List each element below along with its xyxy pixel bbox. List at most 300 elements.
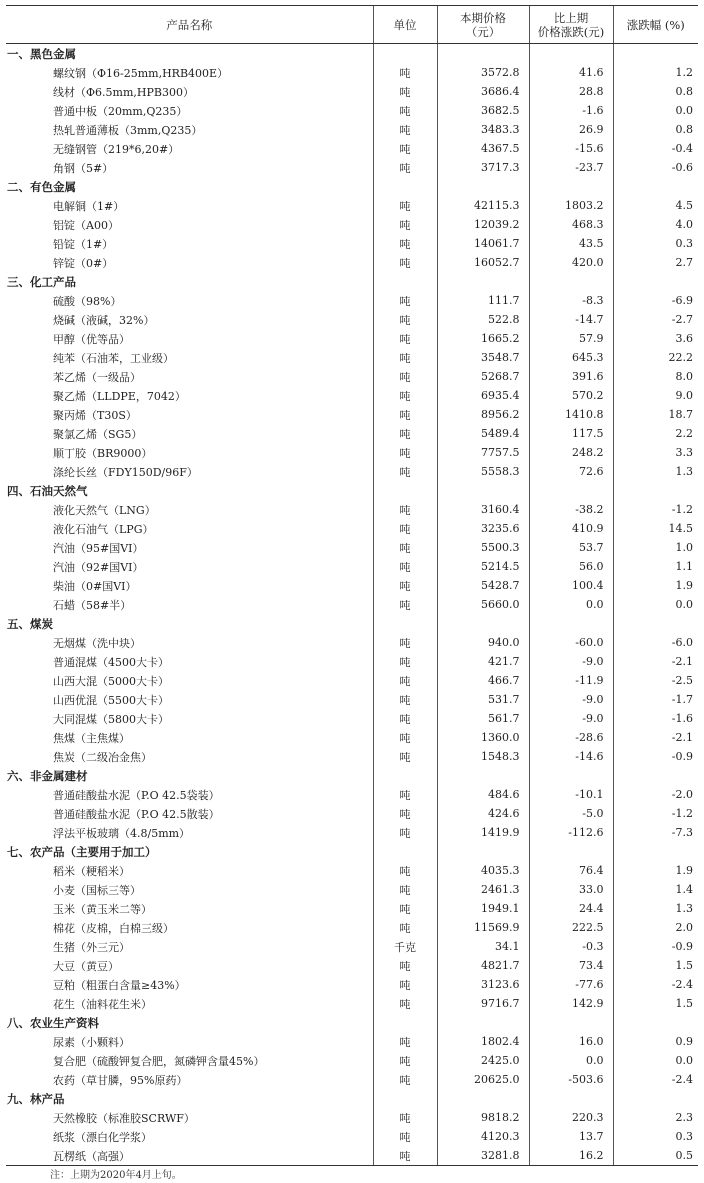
percent-change: 2.3: [613, 1108, 698, 1127]
table-row: [6, 462, 698, 481]
product-name: 小麦（国标三等）: [53, 883, 141, 897]
unit-cell: 吨: [373, 367, 437, 386]
empty-cell: [529, 1089, 613, 1108]
current-price: 20625.0: [437, 1070, 529, 1089]
price-change: 117.5: [529, 424, 613, 443]
current-price: 4821.7: [437, 956, 529, 975]
empty-cell: [613, 177, 698, 196]
current-price: 3281.8: [437, 1146, 529, 1166]
unit-cell: 吨: [373, 576, 437, 595]
table-header: [6, 6, 698, 44]
table-row: [6, 1146, 698, 1166]
table-row: [6, 443, 698, 462]
current-price: 14061.7: [437, 234, 529, 253]
price-change: 56.0: [529, 557, 613, 576]
empty-cell: [613, 481, 698, 500]
current-price: 11569.9: [437, 918, 529, 937]
table-row: [6, 747, 698, 766]
table-row: [6, 994, 698, 1013]
table-row: [6, 937, 698, 956]
percent-change: 1.5: [613, 994, 698, 1013]
product-name: 大同混煤（5800大卡）: [53, 712, 169, 726]
empty-cell: [529, 766, 613, 785]
percent-change: 1.9: [613, 861, 698, 880]
unit-cell: 吨: [373, 1108, 437, 1127]
current-price: 6935.4: [437, 386, 529, 405]
category-title: 八、农业生产资料: [7, 1015, 99, 1030]
percent-change: 0.9: [613, 1032, 698, 1051]
table-row: [6, 348, 698, 367]
table-row: [6, 595, 698, 614]
current-price: 3682.5: [437, 101, 529, 120]
price-change: 248.2: [529, 443, 613, 462]
empty-cell: [529, 44, 613, 64]
product-name: 涤纶长丝（FDY150D/96F）: [53, 465, 198, 479]
percent-change: 0.0: [613, 101, 698, 120]
table-row: [6, 158, 698, 177]
percent-change: 14.5: [613, 519, 698, 538]
current-price: 1548.3: [437, 747, 529, 766]
price-change: -11.9: [529, 671, 613, 690]
price-change: 220.3: [529, 1108, 613, 1127]
product-name: 顺丁胶（BR9000）: [53, 446, 153, 460]
current-price: 34.1: [437, 937, 529, 956]
category-row: [6, 1013, 698, 1032]
unit-cell: 吨: [373, 633, 437, 652]
empty-cell: [613, 1013, 698, 1032]
percent-change: -2.4: [613, 1070, 698, 1089]
product-name: 生猪（外三元）: [53, 940, 130, 954]
price-change: 57.9: [529, 329, 613, 348]
category-title: 三、化工产品: [7, 274, 76, 289]
price-change: -60.0: [529, 633, 613, 652]
category-title: 四、石油天然气: [7, 483, 88, 498]
category-row: [6, 272, 698, 291]
price-change: -8.3: [529, 291, 613, 310]
empty-cell: [437, 44, 529, 64]
unit-cell: 吨: [373, 728, 437, 747]
unit-cell: 千克: [373, 937, 437, 956]
price-change: -9.0: [529, 709, 613, 728]
current-price: 5558.3: [437, 462, 529, 481]
product-name: 棉花（皮棉，白棉三级）: [53, 921, 174, 935]
empty-cell: [613, 1089, 698, 1108]
table-row: [6, 1032, 698, 1051]
current-price: 7757.5: [437, 443, 529, 462]
table-row: [6, 557, 698, 576]
product-name: 农药（草甘膦，95%原药）: [53, 1073, 188, 1087]
current-price: 3572.8: [437, 63, 529, 82]
empty-cell: [373, 481, 437, 500]
price-change: -0.3: [529, 937, 613, 956]
empty-cell: [373, 44, 437, 64]
current-price: 484.6: [437, 785, 529, 804]
product-name: 柴油（0#国VI）: [53, 579, 137, 593]
table-row: [6, 310, 698, 329]
price-change: 1803.2: [529, 196, 613, 215]
percent-change: -0.9: [613, 747, 698, 766]
percent-change: 0.3: [613, 234, 698, 253]
unit-cell: 吨: [373, 785, 437, 804]
header-price-line2: （元）: [465, 24, 501, 39]
product-name: 普通中板（20mm,Q235）: [53, 104, 188, 118]
price-change: 72.6: [529, 462, 613, 481]
empty-cell: [437, 766, 529, 785]
product-name: 石蜡（58#半）: [53, 598, 132, 612]
unit-cell: 吨: [373, 994, 437, 1013]
current-price: 1419.9: [437, 823, 529, 842]
table-row: [6, 671, 698, 690]
category-row: [6, 842, 698, 861]
current-price: 3235.6: [437, 519, 529, 538]
price-change: 16.0: [529, 1032, 613, 1051]
footnote: 注：上期为2020年4月上旬。: [50, 1170, 182, 1181]
empty-cell: [613, 766, 698, 785]
unit-cell: 吨: [373, 310, 437, 329]
percent-change: 22.2: [613, 348, 698, 367]
price-change: 33.0: [529, 880, 613, 899]
percent-change: 2.2: [613, 424, 698, 443]
percent-change: 0.0: [613, 1051, 698, 1070]
current-price: 531.7: [437, 690, 529, 709]
price-change: 420.0: [529, 253, 613, 272]
price-change: 468.3: [529, 215, 613, 234]
table-row: [6, 880, 698, 899]
table-row: [6, 120, 698, 139]
unit-cell: 吨: [373, 253, 437, 272]
unit-cell: 吨: [373, 424, 437, 443]
percent-change: -1.2: [613, 804, 698, 823]
price-change: 43.5: [529, 234, 613, 253]
table-row: [6, 63, 698, 82]
table-row: [6, 424, 698, 443]
price-table: [6, 5, 698, 1166]
price-change: -28.6: [529, 728, 613, 747]
current-price: 5268.7: [437, 367, 529, 386]
table-row: [6, 538, 698, 557]
percent-change: -0.9: [613, 937, 698, 956]
table-row: [6, 1127, 698, 1146]
unit-cell: 吨: [373, 405, 437, 424]
unit-cell: 吨: [373, 139, 437, 158]
product-name: 纸浆（漂白化学浆）: [53, 1130, 152, 1144]
empty-cell: [437, 177, 529, 196]
percent-change: 1.9: [613, 576, 698, 595]
header-change-line1: 比上期: [553, 10, 589, 25]
percent-change: 1.5: [613, 956, 698, 975]
unit-cell: 吨: [373, 880, 437, 899]
table-row: [6, 196, 698, 215]
current-price: 1802.4: [437, 1032, 529, 1051]
empty-cell: [529, 272, 613, 291]
category-title: 六、非金属建材: [7, 768, 88, 783]
price-change: 391.6: [529, 367, 613, 386]
current-price: 424.6: [437, 804, 529, 823]
current-price: 1949.1: [437, 899, 529, 918]
price-change: 1410.8: [529, 405, 613, 424]
table-row: [6, 709, 698, 728]
unit-cell: 吨: [373, 861, 437, 880]
product-name: 角钢（5#）: [53, 161, 114, 175]
product-name: 汽油（92#国VI）: [53, 560, 144, 574]
percent-change: 4.5: [613, 196, 698, 215]
product-name: 电解铜（1#）: [53, 199, 125, 213]
price-change: 26.9: [529, 120, 613, 139]
price-change: -38.2: [529, 500, 613, 519]
price-change: 410.9: [529, 519, 613, 538]
unit-cell: 吨: [373, 747, 437, 766]
unit-cell: 吨: [373, 690, 437, 709]
header-percent-change: 涨跌幅 (%): [613, 6, 698, 44]
header-product-name: 产品名称: [6, 6, 373, 44]
unit-cell: 吨: [373, 652, 437, 671]
table-row: [6, 386, 698, 405]
product-name: 烧碱（液碱，32%）: [53, 313, 155, 327]
product-name: 山西大混（5000大卡）: [53, 674, 169, 688]
current-price: 421.7: [437, 652, 529, 671]
table-row: [6, 652, 698, 671]
empty-cell: [437, 1013, 529, 1032]
unit-cell: 吨: [373, 975, 437, 994]
table-row: [6, 234, 698, 253]
current-price: 16052.7: [437, 253, 529, 272]
price-change: 76.4: [529, 861, 613, 880]
product-name: 聚氯乙烯（SG5）: [53, 427, 143, 441]
empty-cell: [373, 1013, 437, 1032]
current-price: 4367.5: [437, 139, 529, 158]
current-price: 5428.7: [437, 576, 529, 595]
current-price: 111.7: [437, 291, 529, 310]
unit-cell: 吨: [373, 918, 437, 937]
product-name: 普通硅酸盐水泥（P.O 42.5袋装）: [53, 788, 220, 802]
current-price: 4120.3: [437, 1127, 529, 1146]
product-name: 普通混煤（4500大卡）: [53, 655, 169, 669]
percent-change: 1.1: [613, 557, 698, 576]
percent-change: -1.7: [613, 690, 698, 709]
price-change: 645.3: [529, 348, 613, 367]
table-row: [6, 139, 698, 158]
empty-cell: [613, 44, 698, 64]
table-row: [6, 956, 698, 975]
table-row: [6, 633, 698, 652]
product-name: 天然橡胶（标准胶SCRWF）: [53, 1111, 195, 1125]
percent-change: 1.3: [613, 899, 698, 918]
product-name: 普通硅酸盐水泥（P.O 42.5散装）: [53, 807, 220, 821]
unit-cell: 吨: [373, 215, 437, 234]
current-price: 2425.0: [437, 1051, 529, 1070]
table-row: [6, 1051, 698, 1070]
table-row: [6, 253, 698, 272]
current-price: 561.7: [437, 709, 529, 728]
percent-change: -7.3: [613, 823, 698, 842]
percent-change: 0.3: [613, 1127, 698, 1146]
product-name: 无烟煤（洗中块）: [53, 636, 141, 650]
product-name: 液化石油气（LPG）: [53, 522, 154, 536]
product-name: 甲醇（优等品）: [53, 332, 130, 346]
table-row: [6, 367, 698, 386]
unit-cell: 吨: [373, 804, 437, 823]
current-price: 522.8: [437, 310, 529, 329]
product-name: 稻米（粳稻米）: [53, 864, 130, 878]
price-change: 41.6: [529, 63, 613, 82]
product-name: 液化天然气（LNG）: [53, 503, 156, 517]
product-name: 锌锭（0#）: [53, 256, 114, 270]
price-change: 28.8: [529, 82, 613, 101]
table-row: [6, 82, 698, 101]
product-name: 无缝钢管（219*6,20#）: [53, 142, 180, 156]
percent-change: 3.3: [613, 443, 698, 462]
percent-change: -1.6: [613, 709, 698, 728]
product-name: 焦煤（主焦煤）: [53, 731, 130, 745]
unit-cell: 吨: [373, 234, 437, 253]
empty-cell: [373, 272, 437, 291]
unit-cell: 吨: [373, 557, 437, 576]
category-row: [6, 481, 698, 500]
percent-change: -2.1: [613, 652, 698, 671]
unit-cell: 吨: [373, 1070, 437, 1089]
unit-cell: 吨: [373, 823, 437, 842]
header-price-line1: 本期价格: [460, 10, 506, 25]
price-change: -23.7: [529, 158, 613, 177]
empty-cell: [437, 614, 529, 633]
table-body: [6, 44, 698, 1166]
product-name: 硫酸（98%）: [53, 294, 122, 308]
current-price: 466.7: [437, 671, 529, 690]
current-price: 42115.3: [437, 196, 529, 215]
percent-change: 4.0: [613, 215, 698, 234]
price-change: 13.7: [529, 1127, 613, 1146]
empty-cell: [373, 766, 437, 785]
unit-cell: 吨: [373, 671, 437, 690]
product-name: 山西优混（5500大卡）: [53, 693, 169, 707]
category-title: 二、有色金属: [7, 179, 76, 194]
category-row: [6, 614, 698, 633]
percent-change: 1.4: [613, 880, 698, 899]
table-row: [6, 576, 698, 595]
percent-change: -2.5: [613, 671, 698, 690]
price-change: -14.6: [529, 747, 613, 766]
percent-change: -6.9: [613, 291, 698, 310]
percent-change: -2.4: [613, 975, 698, 994]
current-price: 5214.5: [437, 557, 529, 576]
empty-cell: [373, 177, 437, 196]
category-title: 五、煤炭: [7, 616, 53, 631]
category-row: [6, 177, 698, 196]
table-row: [6, 690, 698, 709]
table-row: [6, 899, 698, 918]
product-name: 玉米（黄玉米二等）: [53, 902, 152, 916]
category-title: 七、农产品（主要用于加工）: [7, 844, 157, 859]
empty-cell: [529, 842, 613, 861]
percent-change: -0.4: [613, 139, 698, 158]
empty-cell: [529, 614, 613, 633]
header-change-line2: 价格涨跌(元): [537, 24, 605, 39]
price-change: -10.1: [529, 785, 613, 804]
category-title: 九、林产品: [7, 1091, 65, 1106]
percent-change: 18.7: [613, 405, 698, 424]
product-name: 花生（油料花生米）: [53, 997, 152, 1011]
price-change: 0.0: [529, 595, 613, 614]
table-row: [6, 500, 698, 519]
price-change: -9.0: [529, 690, 613, 709]
product-name: 螺纹钢（Φ16-25mm,HRB400E）: [53, 66, 229, 80]
unit-cell: 吨: [373, 101, 437, 120]
empty-cell: [613, 272, 698, 291]
unit-cell: 吨: [373, 1032, 437, 1051]
current-price: 1360.0: [437, 728, 529, 747]
price-change: 142.9: [529, 994, 613, 1013]
table-row: [6, 291, 698, 310]
empty-cell: [373, 1089, 437, 1108]
unit-cell: 吨: [373, 538, 437, 557]
current-price: 3686.4: [437, 82, 529, 101]
unit-cell: 吨: [373, 519, 437, 538]
empty-cell: [529, 1013, 613, 1032]
product-name: 复合肥（硫酸钾复合肥，氮磷钾含量45%）: [53, 1054, 265, 1068]
table-row: [6, 785, 698, 804]
percent-change: -2.1: [613, 728, 698, 747]
current-price: 3717.3: [437, 158, 529, 177]
unit-cell: 吨: [373, 329, 437, 348]
table-row: [6, 975, 698, 994]
product-name: 豆粕（粗蛋白含量≥43%）: [53, 978, 186, 992]
percent-change: 1.0: [613, 538, 698, 557]
product-name: 聚丙烯（T30S）: [53, 408, 137, 422]
empty-cell: [373, 842, 437, 861]
current-price: 8956.2: [437, 405, 529, 424]
percent-change: 3.6: [613, 329, 698, 348]
product-name: 铝锭（A00）: [53, 218, 119, 232]
price-change: -15.6: [529, 139, 613, 158]
unit-cell: 吨: [373, 158, 437, 177]
product-name: 尿素（小颗料）: [53, 1035, 130, 1049]
unit-cell: 吨: [373, 386, 437, 405]
empty-cell: [529, 177, 613, 196]
header-unit: 单位: [373, 6, 437, 44]
unit-cell: 吨: [373, 595, 437, 614]
product-name: 浮法平板玻璃（4.8/5mm）: [53, 826, 191, 840]
current-price: 3123.6: [437, 975, 529, 994]
product-name: 线材（Φ6.5mm,HPB300）: [53, 85, 194, 99]
unit-cell: 吨: [373, 82, 437, 101]
unit-cell: 吨: [373, 443, 437, 462]
current-price: 9818.2: [437, 1108, 529, 1127]
unit-cell: 吨: [373, 1127, 437, 1146]
current-price: 940.0: [437, 633, 529, 652]
unit-cell: 吨: [373, 956, 437, 975]
product-name: 苯乙烯（一级品）: [53, 370, 141, 384]
current-price: 4035.3: [437, 861, 529, 880]
percent-change: 2.0: [613, 918, 698, 937]
unit-cell: 吨: [373, 1146, 437, 1166]
price-change: 0.0: [529, 1051, 613, 1070]
category-row: [6, 766, 698, 785]
empty-cell: [373, 614, 437, 633]
price-change: 73.4: [529, 956, 613, 975]
current-price: 5500.3: [437, 538, 529, 557]
product-name: 大豆（黄豆）: [53, 959, 119, 973]
header-price-change: [529, 6, 613, 44]
product-name: 焦炭（二级冶金焦）: [53, 750, 152, 764]
price-change: -77.6: [529, 975, 613, 994]
unit-cell: 吨: [373, 1051, 437, 1070]
price-change: 222.5: [529, 918, 613, 937]
unit-cell: 吨: [373, 500, 437, 519]
current-price: 2461.3: [437, 880, 529, 899]
category-row: [6, 1089, 698, 1108]
unit-cell: 吨: [373, 348, 437, 367]
empty-cell: [437, 481, 529, 500]
